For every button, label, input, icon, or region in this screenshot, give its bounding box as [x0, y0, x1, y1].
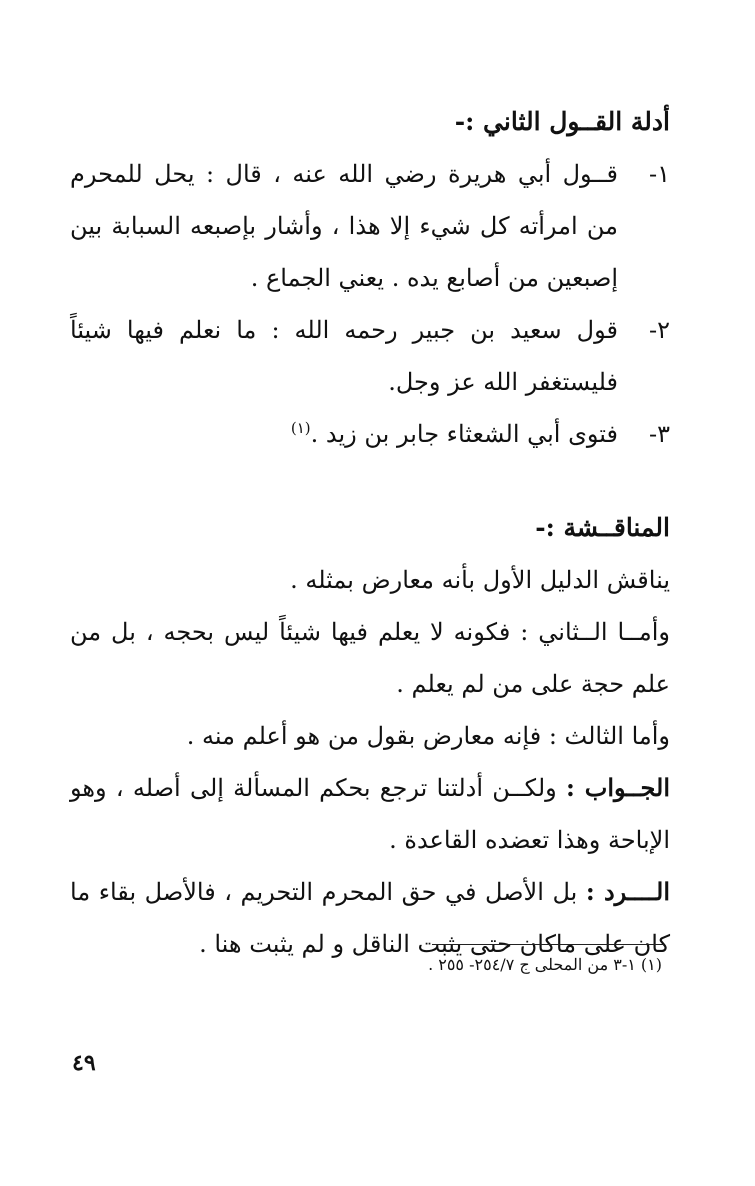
item-number: ١-	[649, 160, 670, 188]
rebuttal-label: الــــرد :	[585, 877, 670, 906]
item-text: فتوى أبي الشعثاء جابر بن زيد .	[310, 420, 618, 448]
discussion-paragraph-1: يناقش الدليل الأول بأنه معارض بمثله .	[290, 566, 670, 594]
item-text: قــول أبي هريرة رضي الله عنه ، قال : يحل للمحرم من امرأته كل شيء إلا هذا ، وأشار بإصبعه السبابة بين إصبعين من أصابع يده . يعني الجماع .	[70, 160, 618, 292]
footnote-divider	[432, 944, 664, 945]
discussion-paragraph-3: وأما الثالث : فإنه معارض بقول من هو أعلم منه .	[186, 722, 670, 750]
evidence-item-1	[70, 148, 670, 304]
page-body	[70, 100, 670, 970]
section-gap	[70, 460, 670, 506]
rebuttal-text: بل الأصل في حق المحرم التحريم ، فالأصل بقاء ما كان على ماكان حتى يثبت الناقل و لم يثبت هنا .	[70, 878, 670, 958]
section-heading-evidence: أدلة القــول الثاني :-	[454, 107, 670, 136]
item-number: ٢-	[649, 316, 670, 344]
evidence-item-3	[70, 408, 670, 460]
answer-paragraph	[70, 762, 670, 866]
footnote-text: (١) ١-٣ من المحلى ج ٢٥٤/٧- ٢٥٥ .	[428, 955, 662, 974]
answer-text: ولكــن أدلتنا ترجع بحكم المسألة إلى أصله ، وهو الإباحة وهذا تعضده القاعدة .	[70, 774, 670, 854]
page-number: ٤٩	[72, 1050, 96, 1076]
item-text-wrap	[70, 408, 618, 460]
footnote-reference: (١)	[290, 419, 311, 437]
answer-label: الجــواب :	[565, 773, 670, 802]
evidence-item-2	[70, 304, 670, 408]
discussion-paragraph-2: وأمــا الــثاني : فكونه لا يعلم فيها شيئاً ليس بحجه ، بل من علم حجة على من لم يعلم .	[70, 618, 670, 698]
item-number: ٣-	[649, 420, 670, 448]
section-heading-discussion: المناقــشة :-	[535, 513, 670, 542]
item-text: قول سعيد بن جبير رحمه الله : ما نعلم فيها شيئاً فليستغفر الله عز وجل.	[70, 316, 618, 396]
